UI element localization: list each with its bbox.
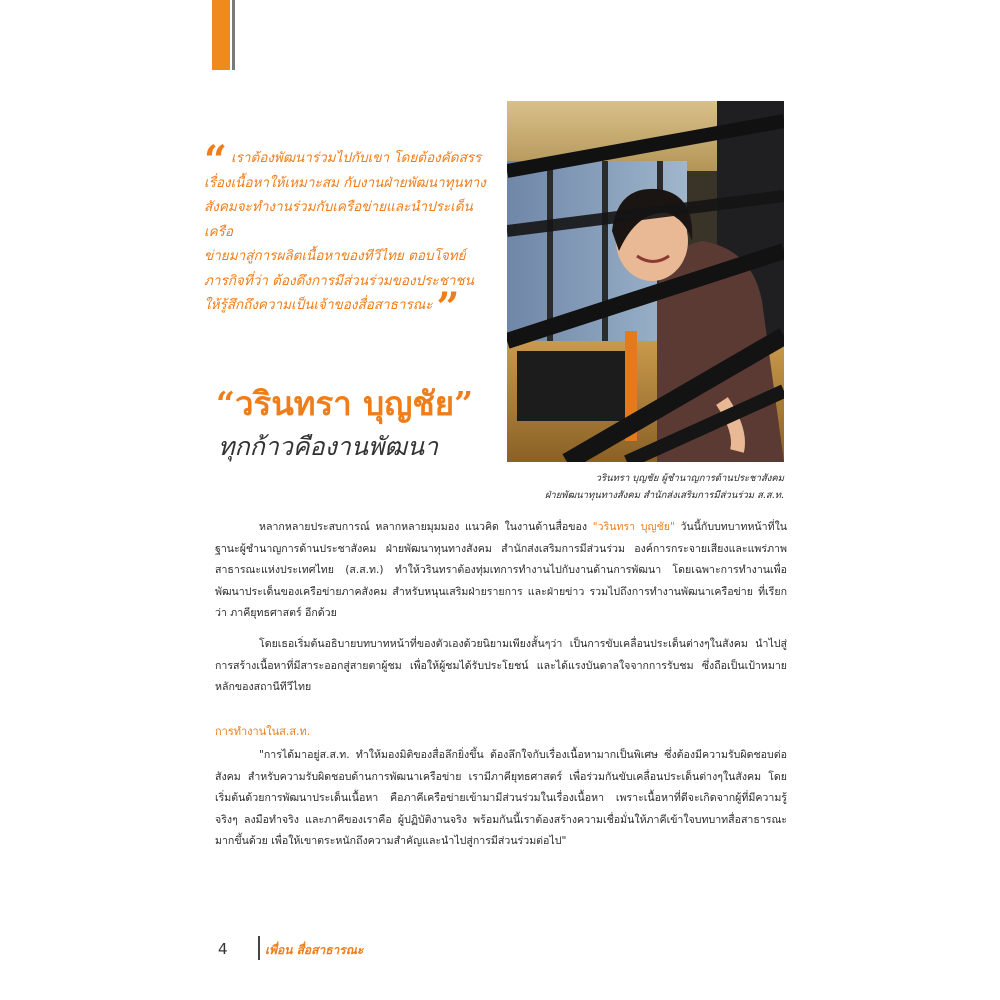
article-subtitle: ทุกก้าวคืองานพัฒนา [218,432,439,461]
p3-text: "การได้มาอยู่ส.ส.ท. ทำให้มองมิติของสื่อลึกยิ่งขึ้น ต้องลึกใจกับเรื่องเนื้อหามากเป็นพิเศษ ซึ่งต้องมีความรับผิดชอบต่อสังคม สำหรับความรับผิดชอบด้านการพัฒนาเครือข่าย เรามีภาคียุทธศาสตร์ เพื่อร่วมกันขับเคลื่อนประเด็นต่างๆในสังคม โดยเริ่มต้นด้วยการพัฒนาประเด็นเนื้อหา คือภาคีเครือข่ายเข้ามามีส่วนร่วมในเรื่องเนื้อหา เพราะเนื้อหาที่ดีจะเกิดจากผู้ที่มีความรู้จริงๆ ลงมือทำจริง และภาคีของเราคือ ผู้ปฏิบัติงานจริง พร้อมกันนี้เราต้องสร้างความเชื่อมั่นให้ภาคีเข้าใจบทบาทสื่อสาธารณะมากขึ้นด้วย เพื่อให้เขาตระหนักถึงความสำคัญและนำไปสู่การมีส่วนร่วมต่อไป" [215,749,787,847]
magazine-brand: เพื่อน สื่อสาธารณะ [265,943,364,957]
p2-text: โดยเธอเริ่มต้นอธิบายบทบาทหน้าที่ของตัวเองด้วยนิยามเพียงสั้นๆว่า เป็นการขับเคลื่อนประเด็นต่างๆในสังคม นำไปสู่การสร้างเนื้อหาที่มีสาระออกสู่สายตาผู้ชม เพื่อให้ผู้ชมได้รับประโยชน์ และได้แรงบันดาลใจจากการรับชม ซึ่งถือเป็นเป้าหมายหลักของสถานีทีวีไทย [215,638,787,693]
p1-highlighted-name: "วรินทรา บุญชัย" [592,521,675,533]
pull-quote-line-2: เรื่องเนื้อหาให้เหมาะสม กับงานฝ่ายพัฒนาทุนทาง [204,174,486,191]
caption-line-1: วรินทรา บุญชัย ผู้ชำนาญการด้านประชาสังคม [595,473,784,484]
section-heading: การทำงานในส.ส.ท. [215,725,311,738]
p1-intro: หลากหลายประสบการณ์ หลากหลายมุมมอง แนวคิด ในงานด้านสื่อของ [259,521,593,533]
portrait-photo [507,101,784,462]
photo-caption [507,470,784,504]
pull-quote-line-3: สังคมจะทำงานร่วมกับเครือข่ายและนำประเด็นเครือ [204,199,473,240]
pull-quote-line-6: ให้รู้สึกถึงความเป็นเจ้าของสื่อสาธารณะ [204,297,433,313]
pull-quote [204,137,500,331]
p1-rest: วันนี้กับบทบาทหน้าที่ในฐานะผู้ชำนาญการด้านประชาสังคม ฝ่ายพัฒนาทุนทางสังคม สำนักส่งเสริมการมีส่วนร่วม องค์การกระจายเสียงและแพร่ภาพสาธารณะแห่งประเทศไทย (ส.ส.ท.) ทำให้วรินทราต้องทุ่มเทการทำงานไปกับงานด้านการพัฒนา โดยเฉพาะการทำงานเพื่อพัฒนาประเด็นของเครือข่ายภาคสังคม สำหรับหนุนเสริมฝ่ายรายการ และฝ่ายข่าว รวมไปถึงการทำงานพัฒนาเครือข่าย ที่เรียกว่า ภาคียุทธศาสตร์ อีกด้วย [215,521,788,619]
body-paragraph-2 [215,634,787,699]
top-accent-bar [212,0,230,70]
footer-divider [258,936,260,960]
body-paragraph-3 [215,745,787,853]
body-paragraph-1 [215,517,787,625]
page-number: 4 [218,940,228,958]
caption-line-2: ฝ่ายพัฒนาทุนทางสังคม สำนักส่งเสริมการมีส่วนร่วม ส.ส.ท. [544,490,784,501]
open-quote-mark: “ [204,137,228,184]
pull-quote-line-4: ข่ายมาสู่การผลิตเนื้อหาของทีวีไทย ตอบโจทย์ [204,248,466,264]
top-accent-line [232,0,235,70]
portrait-photo-illustration [507,101,784,462]
article-title: “วรินทรา บุญชัย” [216,384,474,423]
pull-quote-line-1: เราต้องพัฒนาร่วมไปกับเขา โดยต้องคัดสรร [231,150,482,166]
pull-quote-line-5: ภารกิจที่ว่า ต้องดึงการมีส่วนร่วมของประชาชน [204,272,474,289]
close-quote-mark: ” [436,284,460,331]
